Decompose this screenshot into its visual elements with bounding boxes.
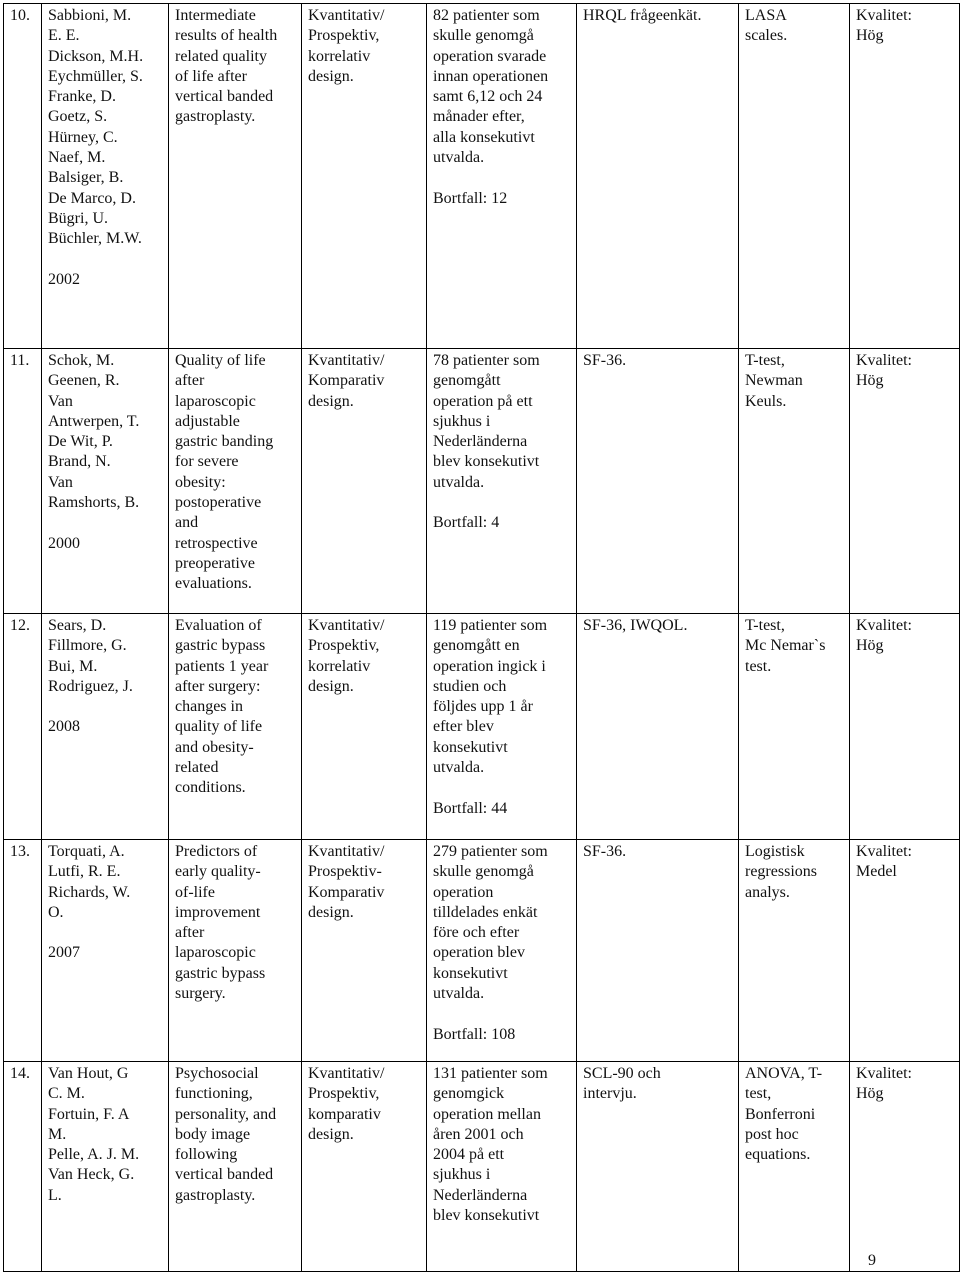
study-number: 12. <box>10 617 30 634</box>
cell-line: gastric banding <box>175 433 274 451</box>
cell-line: efter blev <box>433 718 494 736</box>
dropout-text: Bortfall: 4 <box>433 514 500 532</box>
paragraph-gap <box>48 513 162 533</box>
cell-line: Kvantitativ/ <box>308 7 385 24</box>
study-number-cell <box>4 614 42 840</box>
cell-line: Geenen, R. <box>48 372 120 390</box>
cell-line: T-test, <box>745 352 785 369</box>
cell-line: and <box>175 514 199 532</box>
cell-line: Kvalitet: <box>856 7 912 24</box>
paragraph-gap <box>433 168 570 188</box>
cell-line: blev konsekutivt <box>433 1207 540 1225</box>
cell-line: adjustable <box>175 412 240 430</box>
study-number-cell <box>4 349 42 614</box>
cell-line: 279 patienter som <box>433 843 548 860</box>
cell-line: operation svarade <box>433 47 547 65</box>
study-number: 10. <box>10 7 30 24</box>
cell-line: Balsiger, B. <box>48 169 124 187</box>
instrument-cell <box>577 1062 739 1272</box>
participants-cell <box>427 349 577 614</box>
cell-line: genomgått <box>433 372 501 390</box>
cell-line: Dickson, M.H. <box>48 47 144 65</box>
cell-line: after surgery: <box>175 677 261 695</box>
cell-line: Lutfi, R. E. <box>48 863 121 881</box>
cell-line: Bonferroni <box>745 1105 816 1123</box>
cell-line: E. E. <box>48 27 80 45</box>
cell-line: utvalda. <box>433 473 485 491</box>
cell-line: Hürney, C. <box>48 128 118 146</box>
analysis-cell <box>739 1062 850 1272</box>
cell-line: test. <box>745 657 772 675</box>
cell-line: Kvantitativ/ <box>308 617 385 634</box>
analysis-cell <box>739 349 850 614</box>
cell-line: regressions <box>745 863 817 881</box>
cell-line: evaluations. <box>175 575 252 593</box>
cell-line: sjukhus i <box>433 1166 491 1184</box>
cell-line: design. <box>308 67 354 85</box>
cell-line: laparoscopic <box>175 392 256 410</box>
cell-line: functioning, <box>175 1085 253 1103</box>
cell-line: gastroplasty. <box>175 108 256 126</box>
cell-line: blev konsekutivt <box>433 453 540 471</box>
cell-line: Komparativ <box>308 883 385 901</box>
cell-line: Hög <box>856 372 884 390</box>
analysis-cell <box>739 614 850 840</box>
cell-line: Sears, D. <box>48 617 107 634</box>
cell-line: skulle genomgå <box>433 863 534 881</box>
publication-year: 2007 <box>48 944 80 962</box>
cell-line: Predictors of <box>175 843 258 860</box>
cell-line: ANOVA, T- <box>745 1065 823 1082</box>
review-table <box>3 3 960 1272</box>
cell-line: after <box>175 372 205 390</box>
cell-line: komparativ <box>308 1105 381 1123</box>
cell-line: Schok, M. <box>48 352 115 369</box>
cell-line: gastroplasty. <box>175 1186 256 1204</box>
cell-line: 2004 på ett <box>433 1146 505 1164</box>
cell-line: 82 patienter som <box>433 7 540 24</box>
cell-line: Kvantitativ/ <box>308 1065 385 1082</box>
analysis-cell <box>739 4 850 349</box>
title-cell <box>169 840 302 1062</box>
cell-line: 131 patienter som <box>433 1065 548 1082</box>
cell-line: operation på ett <box>433 392 533 410</box>
study-number-cell <box>4 4 42 349</box>
cell-line: Kvalitet: <box>856 843 912 860</box>
cell-line: tilldelades enkät <box>433 903 538 921</box>
cell-line: Prospektiv- <box>308 863 382 881</box>
study-number: 13. <box>10 843 30 860</box>
cell-line: gastric bypass <box>175 637 266 655</box>
table-row <box>4 4 960 349</box>
cell-line: samt 6,12 och 24 <box>433 88 543 106</box>
cell-line: De Marco, D. <box>48 189 136 207</box>
design-cell <box>302 840 427 1062</box>
table-row <box>4 1062 960 1272</box>
cell-line: Büchler, M.W. <box>48 230 142 248</box>
cell-line: Goetz, S. <box>48 108 108 126</box>
cell-line: SF-36. <box>583 352 627 369</box>
paragraph-gap <box>48 923 162 943</box>
cell-line: Van <box>48 392 73 410</box>
cell-line: Van Hout, G <box>48 1065 129 1082</box>
cell-line: Kvalitet: <box>856 617 912 634</box>
cell-line: quality of life <box>175 718 263 736</box>
participants-cell <box>427 1062 577 1272</box>
cell-line: operation ingick i <box>433 657 546 675</box>
cell-line: alla konsekutivt <box>433 128 535 146</box>
authors-cell <box>42 840 169 1062</box>
cell-line: HRQL frågeenkät. <box>583 7 702 24</box>
cell-line: body image <box>175 1125 251 1143</box>
cell-line: skulle genomgå <box>433 27 534 45</box>
quality-cell <box>850 840 960 1062</box>
cell-line: scales. <box>745 27 788 45</box>
cell-line: åren 2001 och <box>433 1125 524 1143</box>
cell-line: genomgick <box>433 1085 505 1103</box>
cell-line: operation mellan <box>433 1105 541 1123</box>
instrument-cell <box>577 349 739 614</box>
title-cell <box>169 1062 302 1272</box>
table-body <box>4 4 960 1272</box>
cell-line: Hög <box>856 637 884 655</box>
cell-line: retrospective <box>175 534 258 552</box>
cell-line: Eychmüller, S. <box>48 67 143 85</box>
cell-line: korrelativ <box>308 47 371 65</box>
study-number: 11. <box>10 352 30 369</box>
cell-line: laparoscopic <box>175 944 256 962</box>
cell-line: design. <box>308 677 354 695</box>
cell-line: Mc Nemar`s <box>745 637 826 655</box>
cell-line: post hoc <box>745 1125 799 1143</box>
cell-line: Kvalitet: <box>856 1065 912 1082</box>
design-cell <box>302 349 427 614</box>
paragraph-gap <box>433 493 570 513</box>
cell-line: Bui, M. <box>48 657 98 675</box>
cell-line: Hög <box>856 1085 884 1103</box>
cell-line: changes in <box>175 698 243 716</box>
title-cell <box>169 349 302 614</box>
cell-line: 78 patienter som <box>433 352 540 369</box>
cell-line: Newman <box>745 372 803 390</box>
design-cell <box>302 1062 427 1272</box>
cell-line: operation <box>433 883 494 901</box>
cell-line: L. <box>48 1186 62 1204</box>
analysis-cell <box>739 840 850 1062</box>
cell-line: for severe <box>175 453 239 471</box>
table-row <box>4 840 960 1062</box>
cell-line: following <box>175 1146 238 1164</box>
cell-line: Kvalitet: <box>856 352 912 369</box>
cell-line: test, <box>745 1085 772 1103</box>
cell-line: personality, and <box>175 1105 277 1123</box>
cell-line: intervju. <box>583 1085 637 1103</box>
cell-line: Ramshorts, B. <box>48 494 140 512</box>
dropout-text: Bortfall: 12 <box>433 189 508 207</box>
quality-cell <box>850 1062 960 1272</box>
cell-line: and obesity- <box>175 738 254 756</box>
cell-line: utvalda. <box>433 149 485 167</box>
quality-cell <box>850 349 960 614</box>
cell-line: månader efter, <box>433 108 525 126</box>
publication-year: 2002 <box>48 270 80 288</box>
cell-line: Torquati, A. <box>48 843 125 860</box>
cell-line: Evaluation of <box>175 617 262 634</box>
cell-line: of life after <box>175 67 247 85</box>
cell-line: gastric bypass <box>175 964 266 982</box>
cell-line: innan operationen <box>433 67 549 85</box>
paragraph-gap <box>433 1004 570 1024</box>
cell-line: Nederländerna <box>433 433 528 451</box>
cell-line: Keuls. <box>745 392 787 410</box>
cell-line: C. M. <box>48 1085 85 1103</box>
cell-line: Pelle, A. J. M. <box>48 1146 140 1164</box>
cell-line: Medel <box>856 863 897 881</box>
cell-line: genomgått en <box>433 637 520 655</box>
cell-line: analys. <box>745 883 790 901</box>
cell-line: Naef, M. <box>48 149 106 167</box>
study-number: 14. <box>10 1065 30 1082</box>
page-number: 9 <box>868 1252 876 1269</box>
participants-cell <box>427 840 577 1062</box>
cell-line: related <box>175 759 219 777</box>
cell-line: Hög <box>856 27 884 45</box>
authors-cell <box>42 1062 169 1272</box>
cell-line: Kvantitativ/ <box>308 843 385 860</box>
cell-line: vertical banded <box>175 88 274 106</box>
cell-line: konsekutivt <box>433 738 508 756</box>
cell-line: Sabbioni, M. <box>48 7 132 24</box>
cell-line: T-test, <box>745 617 785 634</box>
table-row <box>4 349 960 614</box>
table-row <box>4 614 960 840</box>
cell-line: of-life <box>175 883 215 901</box>
instrument-cell <box>577 4 739 349</box>
publication-year: 2000 <box>48 534 80 552</box>
cell-line: 119 patienter som <box>433 617 548 634</box>
authors-cell <box>42 349 169 614</box>
quality-cell <box>850 4 960 349</box>
cell-line: improvement <box>175 903 261 921</box>
cell-line: Brand, N. <box>48 453 111 471</box>
cell-line: Bügri, U. <box>48 209 108 227</box>
cell-line: O. <box>48 903 64 921</box>
cell-line: sjukhus i <box>433 412 491 430</box>
instrument-cell <box>577 614 739 840</box>
cell-line: Antwerpen, T. <box>48 412 140 430</box>
cell-line: Prospektiv, <box>308 1085 380 1103</box>
cell-line: conditions. <box>175 779 246 797</box>
cell-line: Komparativ <box>308 372 385 390</box>
cell-line: related quality <box>175 47 267 65</box>
cell-line: utvalda. <box>433 759 485 777</box>
cell-line: Rodriguez, J. <box>48 677 133 695</box>
cell-line: Kvantitativ/ <box>308 352 385 369</box>
cell-line: design. <box>308 1125 354 1143</box>
paragraph-gap <box>48 250 162 270</box>
cell-line: early quality- <box>175 863 261 881</box>
title-cell <box>169 4 302 349</box>
cell-line: Nederländerna <box>433 1186 528 1204</box>
dropout-text: Bortfall: 108 <box>433 1025 516 1043</box>
cell-line: Logistisk <box>745 843 805 860</box>
cell-line: Prospektiv, <box>308 27 380 45</box>
cell-line: operation blev <box>433 944 525 962</box>
cell-line: följdes upp 1 år <box>433 698 533 716</box>
cell-line: Intermediate <box>175 7 256 24</box>
cell-line: SCL-90 och <box>583 1065 661 1082</box>
cell-line: patients 1 year <box>175 657 269 675</box>
cell-line: Van <box>48 473 73 491</box>
cell-line: after <box>175 924 205 942</box>
cell-line: studien och <box>433 677 507 695</box>
cell-line: Van Heck, G. <box>48 1166 135 1184</box>
cell-line: Fillmore, G. <box>48 637 127 655</box>
cell-line: SF-36. <box>583 843 627 860</box>
cell-line: Prospektiv, <box>308 637 380 655</box>
publication-year: 2008 <box>48 718 80 736</box>
instrument-cell <box>577 840 739 1062</box>
cell-line: M. <box>48 1125 67 1143</box>
cell-line: De Wit, P. <box>48 433 113 451</box>
cell-line: korrelativ <box>308 657 371 675</box>
paragraph-gap <box>433 778 570 798</box>
dropout-text: Bortfall: 44 <box>433 799 508 817</box>
quality-cell <box>850 614 960 840</box>
cell-line: surgery. <box>175 985 226 1003</box>
cell-line: obesity: <box>175 473 226 491</box>
cell-line: Fortuin, F. A <box>48 1105 130 1123</box>
design-cell <box>302 614 427 840</box>
cell-line: Franke, D. <box>48 88 116 106</box>
cell-line: Quality of life <box>175 352 266 369</box>
title-cell <box>169 614 302 840</box>
cell-line: results of health <box>175 27 278 45</box>
cell-line: utvalda. <box>433 985 485 1003</box>
cell-line: SF-36, IWQOL. <box>583 617 688 634</box>
cell-line: LASA <box>745 7 787 24</box>
cell-line: equations. <box>745 1146 811 1164</box>
participants-cell <box>427 4 577 349</box>
design-cell <box>302 4 427 349</box>
study-number-cell <box>4 1062 42 1272</box>
participants-cell <box>427 614 577 840</box>
cell-line: före och efter <box>433 924 520 942</box>
authors-cell <box>42 614 169 840</box>
cell-line: preoperative <box>175 554 255 572</box>
paragraph-gap <box>48 697 162 717</box>
cell-line: Psychosocial <box>175 1065 259 1082</box>
cell-line: vertical banded <box>175 1166 274 1184</box>
cell-line: design. <box>308 392 354 410</box>
cell-line: konsekutivt <box>433 964 508 982</box>
cell-line: design. <box>308 903 354 921</box>
cell-line: Richards, W. <box>48 883 131 901</box>
authors-cell <box>42 4 169 349</box>
study-number-cell <box>4 840 42 1062</box>
cell-line: postoperative <box>175 494 262 512</box>
